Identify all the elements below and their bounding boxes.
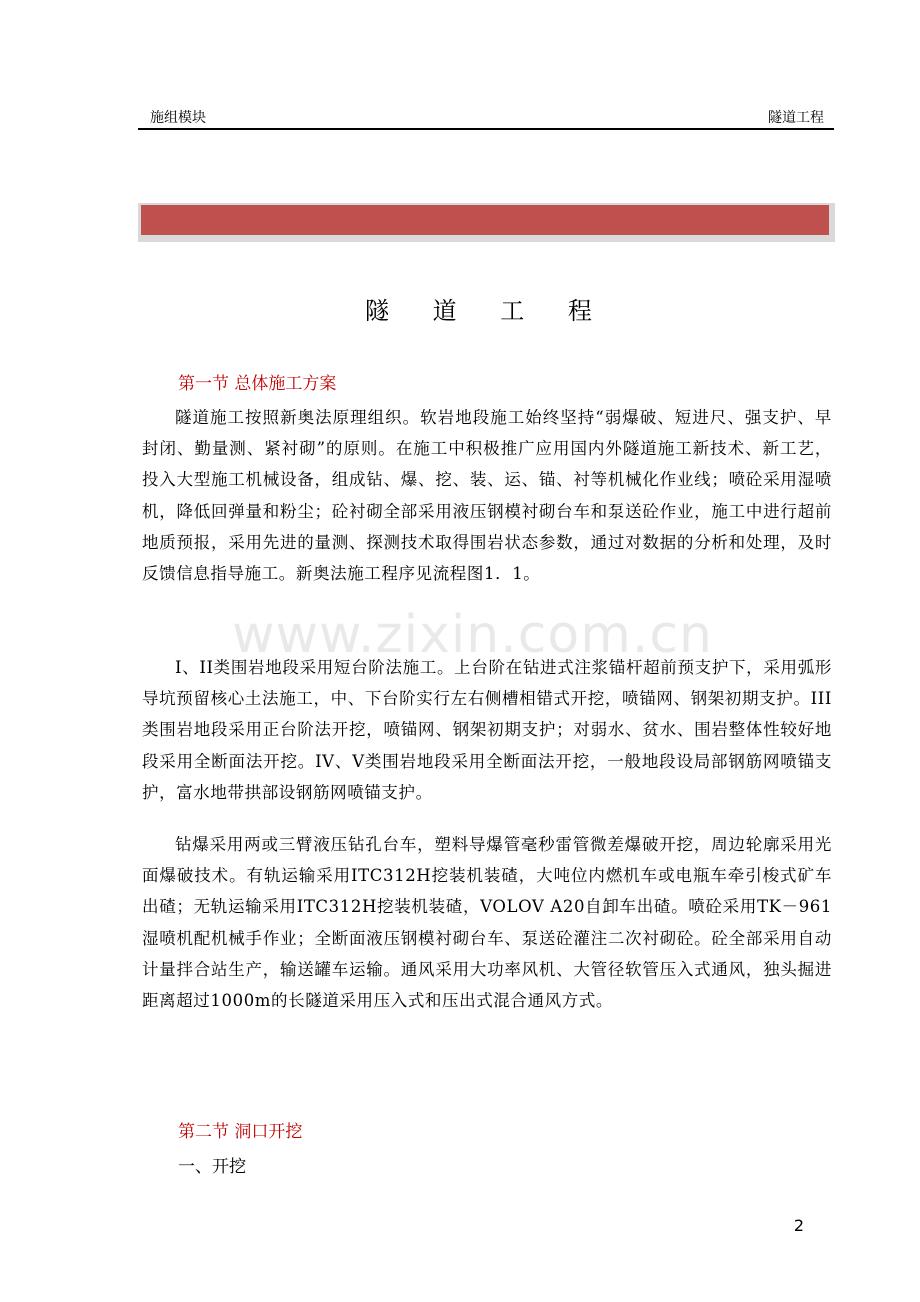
header-module-label: 施组模块 xyxy=(150,110,206,126)
header-chapter-label: 隧道工程 xyxy=(768,110,824,126)
document-title: 隧 道 工 程 xyxy=(365,297,610,325)
paragraph-2: I、II类围岩地段采用短台阶法施工。上台阶在钻进式注浆锚杆超前预支护下，采用弧形导坑预留核心土法施工，中、下台阶实行左右侧槽相错式开挖，喷锚网、钢架初期支护。III类围岩地段采用正台阶法开挖，喷锚网、钢架初期支护；对弱水、贫水、围岩整体性较好地段采用全断面法开挖。IV、V类围岩地段采用全断面法开挖，一般地段设局部钢筋网喷锚支护，富水地带拱部设钢筋网喷锚支护。 xyxy=(142,658,832,802)
watermark: www.zixin.com.cn xyxy=(232,605,713,665)
page-number: 2 xyxy=(793,1216,804,1235)
header-divider xyxy=(138,128,834,130)
paragraph-3: 钻爆采用两或三臂液压钻孔台车，塑料导爆管毫秒雷管微差爆破开挖，周边轮廓采用光面爆破技术。有轨运输采用ITC312H挖装机装碴，大吨位内燃机车或电瓶车牵引梭式矿车出碴；无轨运输采用ITC312H挖装机装碴，VOLOV A20自卸车出碴。喷砼采用TK－961湿喷机配机械手作业；全断面液压钢模衬砌台车、泵送砼灌注二次衬砌砼。砼全部采用自动计量拌合站生产，输送罐车运输。通风采用大功率风机、大管径软管压入式通风，独头掘进距离超过1000m的长隧道采用压入式和压出式混合通风方式。 xyxy=(142,835,832,1011)
sub-heading-excavation: 一、开挖 xyxy=(178,1157,246,1177)
paragraph-1: 隧道施工按照新奥法原理组织。软岩地段施工始终坚持“弱爆破、短进尺、强支护、早封闭、勤量测、紧衬砌”的原则。在施工中积极推广应用国内外隧道施工新技术、新工艺，投入大型施工机械设备，组成钻、爆、挖、装、运、锚、衬等机械化作业线；喷砼采用湿喷机，降低回弹量和粉尘；砼衬砌全部采用液压钢模衬砌台车和泵送砼作业，施工中进行超前地质预报，采用先进的量测、探测技术取得围岩状态参数，通过对数据的分析和处理，及时反馈信息指导施工。新奥法施工程序见流程图1．1。 xyxy=(142,408,832,584)
section-heading-2: 第二节 洞口开挖 xyxy=(178,1122,303,1142)
title-banner xyxy=(141,205,829,235)
section-heading-1: 第一节 总体施工方案 xyxy=(178,374,337,394)
